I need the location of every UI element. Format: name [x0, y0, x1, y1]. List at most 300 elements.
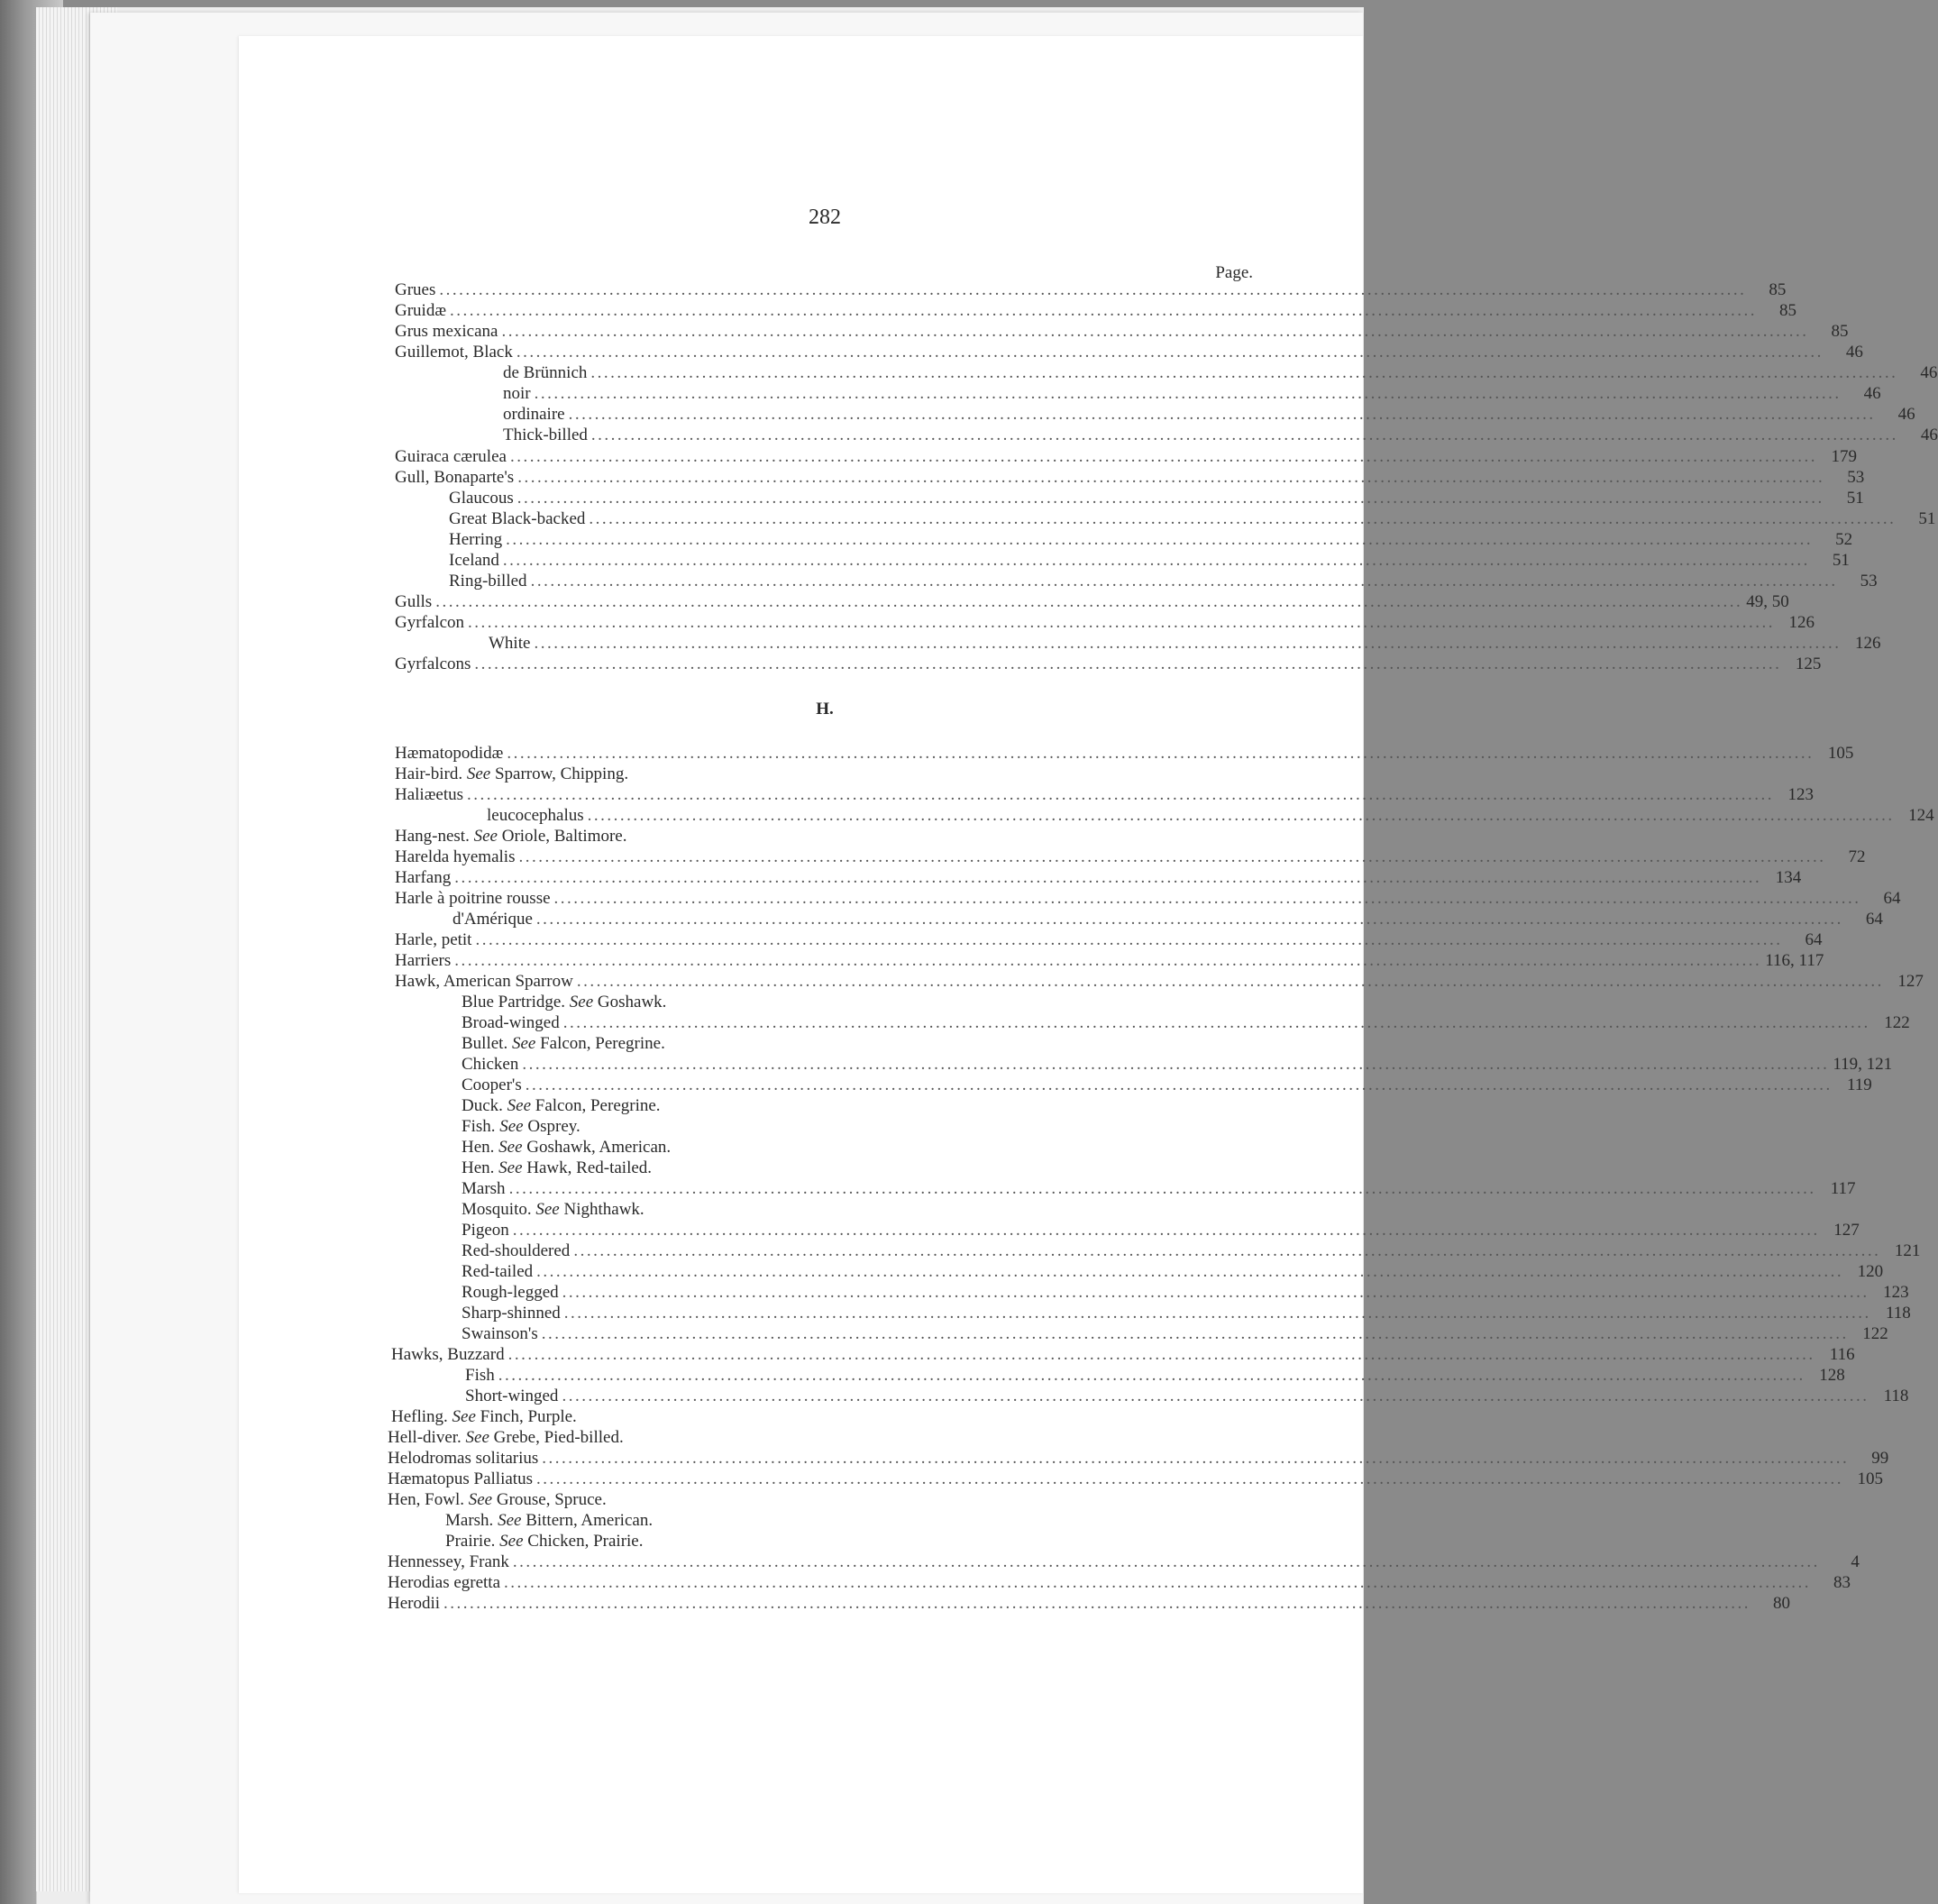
entry-heading: Sharp-shinned: [462, 1304, 561, 1323]
index-entry: [449, 550, 1850, 571]
entry-heading: leucocephalus: [487, 806, 584, 825]
entry-heading: Hefling.: [391, 1407, 448, 1426]
dot-leader: ........................................................................................................................................................................................................: [454, 868, 1762, 887]
entry-label: [462, 1303, 561, 1323]
dot-leader: ........................................................................................................................................................................................................: [454, 951, 1762, 970]
entry-label: [395, 342, 513, 362]
index-entry: [462, 1095, 1249, 1116]
dot-leader: ........................................................................................................................................................................................................: [506, 530, 1814, 549]
entry-label: [462, 1240, 570, 1261]
dot-leader: ........................................................................................................................................................................................................: [576, 972, 1884, 991]
entry-page-ref: 119, 121: [1833, 1055, 1893, 1074]
entry-page-ref: 117: [1830, 1179, 1856, 1198]
entry-heading: Harle, petit: [395, 930, 472, 949]
entry-page-ref: 49, 50: [1746, 592, 1789, 611]
entry-label: [462, 1158, 652, 1178]
dot-leader: ........................................................................................................................................................................................................: [562, 1013, 1870, 1032]
entry-label: [462, 1054, 518, 1075]
entry-label: [462, 1116, 580, 1137]
index-entry: [462, 1199, 1249, 1220]
entry-label: [462, 1261, 533, 1282]
entry-label: [489, 633, 530, 654]
entry-heading: Haliæetus: [395, 785, 463, 804]
entry-label: [395, 446, 507, 467]
entry-page-ref: 116: [1829, 1345, 1855, 1364]
entry-heading: Short-winged: [465, 1387, 559, 1405]
dot-leader: ........................................................................................................................................................................................................: [439, 280, 1747, 299]
index-entry: [445, 1510, 1248, 1531]
entry-heading: Hennessey, Frank: [388, 1552, 509, 1571]
entry-label: [395, 612, 464, 633]
index-entry: [388, 1469, 1883, 1489]
index-entry: [462, 1261, 1884, 1282]
index-entry: [449, 488, 1864, 508]
entry-heading: Marsh.: [445, 1511, 494, 1530]
entry-page-ref: 51: [1832, 551, 1850, 570]
entry-heading: Hair-bird.: [395, 764, 463, 783]
dot-leader: ........................................................................................................................................................................................................: [525, 1076, 1833, 1094]
index-entry: [503, 404, 1915, 425]
entry-heading: Chicken: [462, 1055, 519, 1074]
dot-leader: ........................................................................................................................................................................................................: [508, 1179, 1816, 1198]
page-column-heading: Page.: [1215, 263, 1253, 282]
entry-heading: Harfang: [395, 868, 452, 887]
index-entry: [395, 867, 1802, 888]
index-entry: [395, 321, 1849, 342]
dot-leader: ........................................................................................................................................................................................................: [516, 489, 1824, 508]
entry-label: [388, 1448, 538, 1469]
entry-label: [395, 950, 451, 971]
entry-heading: Rough-legged: [462, 1283, 559, 1302]
entry-label: [395, 300, 446, 321]
index-entry: [465, 1386, 1909, 1406]
entry-page-ref: 120: [1857, 1262, 1884, 1281]
see-reference-target: Falcon, Peregrine.: [540, 1034, 665, 1053]
see-reference-target: Grebe, Pied-billed.: [493, 1428, 624, 1447]
entry-label: [391, 1344, 505, 1365]
entry-label: [462, 1095, 661, 1116]
entry-page-ref: 46: [1897, 405, 1915, 424]
dot-leader: ........................................................................................................................................................................................................: [512, 1552, 1820, 1571]
see-reference-target: Oriole, Baltimore.: [501, 827, 627, 846]
dot-leader: ........................................................................................................................................................................................................: [475, 930, 1783, 949]
dot-leader: ........................................................................................................................................................................................................: [535, 910, 1843, 929]
entry-label: [445, 1531, 644, 1552]
entry-label: [503, 383, 531, 404]
see-reference-target: Nighthawk.: [563, 1200, 644, 1219]
dot-leader: ........................................................................................................................................................................................................: [590, 426, 1898, 444]
entry-label: [449, 571, 527, 591]
dot-leader: ........................................................................................................................................................................................................: [541, 1324, 1849, 1343]
index-entry: [395, 467, 1865, 488]
entry-label: [453, 909, 533, 929]
entry-label: [462, 1178, 506, 1199]
dot-leader: ........................................................................................................................................................................................................: [501, 322, 1809, 341]
entry-label: [395, 743, 503, 764]
entry-page-ref: 118: [1883, 1387, 1909, 1405]
index-entry: [395, 764, 1251, 784]
dot-leader: ........................................................................................................................................................................................................: [507, 744, 1815, 763]
index-entry: [388, 1593, 1791, 1614]
index-entry: [391, 1406, 1248, 1427]
dot-leader: ........................................................................................................................................................................................................: [535, 1469, 1843, 1488]
entry-heading: Pigeon: [462, 1221, 509, 1240]
entry-page-ref: 127: [1897, 972, 1924, 991]
index-entry: [449, 529, 1853, 550]
entry-heading: Mosquito.: [462, 1200, 532, 1219]
dot-leader: ........................................................................................................................................................................................................: [517, 468, 1825, 487]
entry-heading: Fish.: [462, 1117, 496, 1136]
entry-heading: Gulls: [395, 592, 433, 611]
dot-leader: ........................................................................................................................................................................................................: [516, 343, 1824, 362]
entry-heading: Prairie.: [445, 1532, 496, 1551]
index-entry: [449, 508, 1936, 529]
index-entry: [395, 743, 1854, 764]
index-entry: [388, 1489, 1248, 1510]
entry-page-ref: 53: [1860, 572, 1878, 590]
entry-label: [395, 784, 463, 805]
entry-page-ref: 128: [1819, 1366, 1845, 1385]
entry-heading: Herodii: [388, 1594, 441, 1613]
index-entry: [453, 909, 1883, 929]
entry-heading: Harle à poitrine rousse: [395, 889, 551, 908]
entry-page-ref: 179: [1831, 447, 1857, 466]
entry-page-ref: 105: [1857, 1469, 1883, 1488]
index-entry: [465, 1365, 1845, 1386]
entry-label: [395, 321, 498, 342]
see-reference-marker: See: [499, 1532, 524, 1551]
see-reference-marker: See: [569, 993, 594, 1012]
entry-label: [449, 488, 514, 508]
entry-page-ref: 64: [1805, 930, 1823, 949]
dot-leader: ........................................................................................................................................................................................................: [474, 654, 1782, 673]
entry-heading: Hæmatopus Palliatus: [388, 1469, 533, 1488]
index-entry: [395, 446, 1857, 467]
entry-label: [395, 888, 551, 909]
index-entry: [395, 300, 1796, 321]
entry-heading: Herring: [449, 530, 503, 549]
dot-leader: ........................................................................................................................................................................................................: [542, 1449, 1850, 1468]
dot-leader: ........................................................................................................................................................................................................: [534, 384, 1842, 403]
entry-heading: Iceland: [449, 551, 499, 570]
dot-leader: ........................................................................................................................................................................................................: [518, 847, 1826, 866]
entry-label: [388, 1593, 440, 1614]
entry-label: [395, 826, 627, 847]
dot-leader: ........................................................................................................................................................................................................: [507, 1345, 1815, 1364]
entry-heading: Hæmatopodidæ: [395, 744, 504, 763]
see-reference-marker: See: [535, 1200, 560, 1219]
entry-heading: Hang-nest.: [395, 827, 470, 846]
entry-page-ref: 121: [1894, 1241, 1921, 1260]
entry-page-ref: 72: [1848, 847, 1866, 866]
entry-page-ref: 4: [1851, 1552, 1860, 1571]
entry-page-ref: 85: [1831, 322, 1849, 341]
index-entry: [503, 425, 1938, 445]
entry-page-ref: 80: [1773, 1594, 1791, 1613]
entry-heading: Herodias egretta: [388, 1573, 501, 1592]
entry-heading: Marsh: [462, 1179, 506, 1198]
entry-heading: noir: [503, 384, 531, 403]
entry-page-ref: 118: [1885, 1304, 1911, 1323]
see-reference-target: Falcon, Peregrine.: [535, 1096, 661, 1115]
index-entry: [462, 1137, 1249, 1158]
entry-heading: Ring-billed: [449, 572, 527, 590]
dot-leader: ........................................................................................................................................................................................................: [589, 509, 1897, 528]
see-reference-marker: See: [468, 1490, 493, 1509]
dot-leader: ........................................................................................................................................................................................................: [467, 785, 1774, 804]
see-reference-marker: See: [465, 1428, 489, 1447]
entry-label: [391, 1406, 577, 1427]
entry-page-ref: 119: [1846, 1076, 1872, 1094]
entry-label: [462, 1199, 644, 1220]
dot-leader: ........................................................................................................................................................................................................: [443, 1594, 1751, 1613]
dot-leader: ........................................................................................................................................................................................................: [563, 1304, 1871, 1323]
dot-leader: ........................................................................................................................................................................................................: [553, 889, 1861, 908]
entry-page-ref: 123: [1883, 1283, 1909, 1302]
entry-label: [462, 1033, 665, 1054]
entry-page-ref: 83: [1833, 1573, 1851, 1592]
index-entry: [462, 1116, 1249, 1137]
entry-label: [445, 1510, 653, 1531]
dot-leader: ........................................................................................................................................................................................................: [562, 1387, 1869, 1405]
index-entry: [395, 612, 1815, 633]
entry-heading: Hen.: [462, 1158, 495, 1177]
see-reference-target: Goshawk.: [597, 993, 667, 1012]
index-entry: [388, 1427, 1248, 1448]
entry-heading: Duck.: [462, 1096, 503, 1115]
entry-page-ref: 127: [1833, 1221, 1860, 1240]
entry-page-ref: 122: [1862, 1324, 1888, 1343]
entry-label: [395, 279, 435, 300]
see-reference-target: Hawk, Red-tailed.: [526, 1158, 653, 1177]
entry-page-ref: 64: [1865, 910, 1883, 929]
dot-leader: ........................................................................................................................................................................................................: [435, 592, 1743, 611]
see-reference-marker: See: [498, 1138, 523, 1157]
dot-leader: ........................................................................................................................................................................................................: [568, 405, 1876, 424]
entry-page-ref: 125: [1795, 654, 1822, 673]
index-entry: [395, 950, 1824, 971]
see-reference-marker: See: [498, 1511, 522, 1530]
entry-page-ref: 85: [1779, 301, 1796, 320]
index-entry: [388, 1552, 1860, 1572]
index-entry: [395, 784, 1814, 805]
entry-heading: Gruidæ: [395, 301, 446, 320]
entry-label: [449, 529, 502, 550]
entry-label: [462, 1075, 522, 1095]
entry-page-ref: 99: [1871, 1449, 1889, 1468]
entry-label: [388, 1552, 509, 1572]
see-reference-target: Chicken, Prairie.: [527, 1532, 644, 1551]
dot-leader: ........................................................................................................................................................................................................: [468, 613, 1776, 632]
entry-label: [503, 425, 588, 445]
see-reference-target: Finch, Purple.: [480, 1407, 577, 1426]
see-reference-target: Sparrow, Chipping.: [494, 764, 629, 783]
entry-heading: Hawks, Buzzard: [391, 1345, 505, 1364]
dot-leader: ........................................................................................................................................................................................................: [534, 634, 1842, 653]
entry-label: [465, 1386, 558, 1406]
entry-page-ref: 126: [1788, 613, 1815, 632]
dot-leader: ........................................................................................................................................................................................................: [498, 1366, 1805, 1385]
dot-leader: ........................................................................................................................................................................................................: [562, 1283, 1869, 1302]
entry-heading: Great Black-backed: [449, 509, 586, 528]
entry-label: [462, 1137, 671, 1158]
entry-heading: Guillemot, Black: [395, 343, 513, 362]
entry-heading: Hen, Fowl.: [388, 1490, 464, 1509]
dot-leader: ........................................................................................................................................................................................................: [509, 447, 1817, 466]
see-reference-marker: See: [498, 1158, 523, 1177]
entry-label: [462, 1220, 509, 1240]
entry-label: [465, 1365, 495, 1386]
index-entry: [489, 633, 1881, 654]
index-entry: [462, 1303, 1911, 1323]
see-reference-marker: See: [452, 1407, 476, 1426]
entry-label: [449, 508, 585, 529]
entry-heading: Harelda hyemalis: [395, 847, 516, 866]
entry-heading: Hen.: [462, 1138, 495, 1157]
see-reference-marker: See: [466, 764, 491, 783]
entry-heading: Cooper's: [462, 1076, 522, 1094]
entry-label: [487, 805, 584, 826]
entry-page-ref: 116, 117: [1765, 951, 1824, 970]
entry-label: [395, 867, 451, 888]
entry-heading: Red-shouldered: [462, 1241, 571, 1260]
index-entry: [487, 805, 1934, 826]
entry-label: [462, 1282, 559, 1303]
entry-label: [395, 591, 432, 612]
entry-page-ref: 85: [1769, 280, 1787, 299]
entry-heading: Gyrfalcon: [395, 613, 465, 632]
see-reference-target: Goshawk, American.: [526, 1138, 672, 1157]
entry-heading: Gull, Bonaparte's: [395, 468, 515, 487]
index-entry: [391, 1344, 1855, 1365]
index-entry: [445, 1531, 1248, 1552]
index-entry: [462, 1178, 1856, 1199]
entry-heading: ordinaire: [503, 405, 565, 424]
entry-heading: Guiraca cærulea: [395, 447, 507, 466]
entry-page-ref: 46: [1845, 343, 1863, 362]
entry-label: [395, 929, 471, 950]
page-number: 282: [809, 206, 841, 229]
index-entry: [462, 1033, 1249, 1054]
entry-heading: Red-tailed: [462, 1262, 534, 1281]
see-reference-marker: See: [499, 1117, 524, 1136]
index-entry: [388, 1448, 1889, 1469]
index-entry: [462, 1323, 1888, 1344]
index-entry: [503, 362, 1938, 383]
dot-leader: ........................................................................................................................................................................................................: [502, 551, 1810, 570]
index-entry: [462, 1282, 1909, 1303]
entry-page-ref: 126: [1854, 634, 1881, 653]
entry-label: [449, 550, 499, 571]
index-entry: [462, 1158, 1249, 1178]
entry-page-ref: 51: [1846, 489, 1864, 508]
dot-leader: ........................................................................................................................................................................................................: [450, 301, 1757, 320]
entry-label: [395, 654, 471, 674]
index-entry: [388, 1572, 1851, 1593]
index-entry: [395, 929, 1823, 950]
entry-label: [503, 404, 565, 425]
see-reference-marker: See: [511, 1034, 536, 1053]
section-letter: H.: [816, 700, 834, 719]
index-entry: [395, 888, 1901, 909]
entry-page-ref: 122: [1884, 1013, 1910, 1032]
entry-page-ref: 105: [1827, 744, 1854, 763]
entry-label: [503, 362, 587, 383]
index-entry: [395, 279, 1787, 300]
entry-label: [388, 1489, 607, 1510]
dot-leader: ........................................................................................................................................................................................................: [522, 1055, 1830, 1074]
see-reference-marker: See: [507, 1096, 532, 1115]
entry-heading: Glaucous: [449, 489, 514, 508]
entry-label: [395, 467, 514, 488]
entry-heading: Broad-winged: [462, 1013, 560, 1032]
entry-label: [395, 847, 515, 867]
dot-leader: ........................................................................................................................................................................................................: [573, 1241, 1881, 1260]
dot-leader: ........................................................................................................................................................................................................: [590, 363, 1898, 382]
entry-heading: Gyrfalcons: [395, 654, 471, 673]
index-entry: [395, 342, 1863, 362]
entry-heading: Hawk, American Sparrow: [395, 972, 573, 991]
dot-leader: ........................................................................................................................................................................................................: [536, 1262, 1844, 1281]
dot-leader: ........................................................................................................................................................................................................: [512, 1221, 1820, 1240]
entry-label: [462, 1323, 538, 1344]
entry-label: [462, 992, 666, 1012]
entry-page-ref: 46: [1863, 384, 1881, 403]
index-entry: [462, 992, 1249, 1012]
index-entry: [462, 1075, 1872, 1095]
entry-page-ref: 46: [1920, 363, 1938, 382]
entry-heading: Blue Partridge.: [462, 993, 566, 1012]
entry-heading: d'Amérique: [453, 910, 533, 929]
index-entry: [395, 591, 1789, 612]
index-entry: [462, 1240, 1921, 1261]
entry-label: [388, 1469, 533, 1489]
entry-heading: Grues: [395, 280, 436, 299]
index-entry: [462, 1054, 1893, 1075]
entry-label: [395, 971, 573, 992]
see-reference-marker: See: [473, 827, 498, 846]
index-entry: [395, 847, 1866, 867]
entry-page-ref: 123: [1787, 785, 1814, 804]
entry-heading: Harriers: [395, 951, 452, 970]
entry-heading: Swainson's: [462, 1324, 538, 1343]
see-reference-target: Grouse, Spruce.: [496, 1490, 607, 1509]
entry-page-ref: 52: [1835, 530, 1853, 549]
entry-page-ref: 134: [1775, 868, 1802, 887]
entry-heading: Grus mexicana: [395, 322, 498, 341]
entry-page-ref: 64: [1883, 889, 1901, 908]
entry-page-ref: 124: [1908, 806, 1934, 825]
entry-label: [395, 764, 628, 784]
entry-heading: de Brünnich: [503, 363, 588, 382]
entry-heading: Fish: [465, 1366, 495, 1385]
entry-heading: Thick-billed: [503, 426, 588, 444]
see-reference-target: Bittern, American.: [526, 1511, 654, 1530]
entry-label: [462, 1012, 560, 1033]
entry-heading: White: [489, 634, 531, 653]
entry-heading: Helodromas solitarius: [388, 1449, 539, 1468]
entry-page-ref: 46: [1920, 426, 1938, 444]
dot-leader: ........................................................................................................................................................................................................: [530, 572, 1838, 590]
entry-heading: Bullet.: [462, 1034, 508, 1053]
index-entry: [449, 571, 1878, 591]
index-entry: [395, 654, 1822, 674]
dot-leader: ........................................................................................................................................................................................................: [587, 806, 1895, 825]
entry-page-ref: 51: [1918, 509, 1936, 528]
see-reference-target: Osprey.: [527, 1117, 580, 1136]
index-entry: [503, 383, 1881, 404]
dot-leader: ........................................................................................................................................................................................................: [504, 1573, 1812, 1592]
